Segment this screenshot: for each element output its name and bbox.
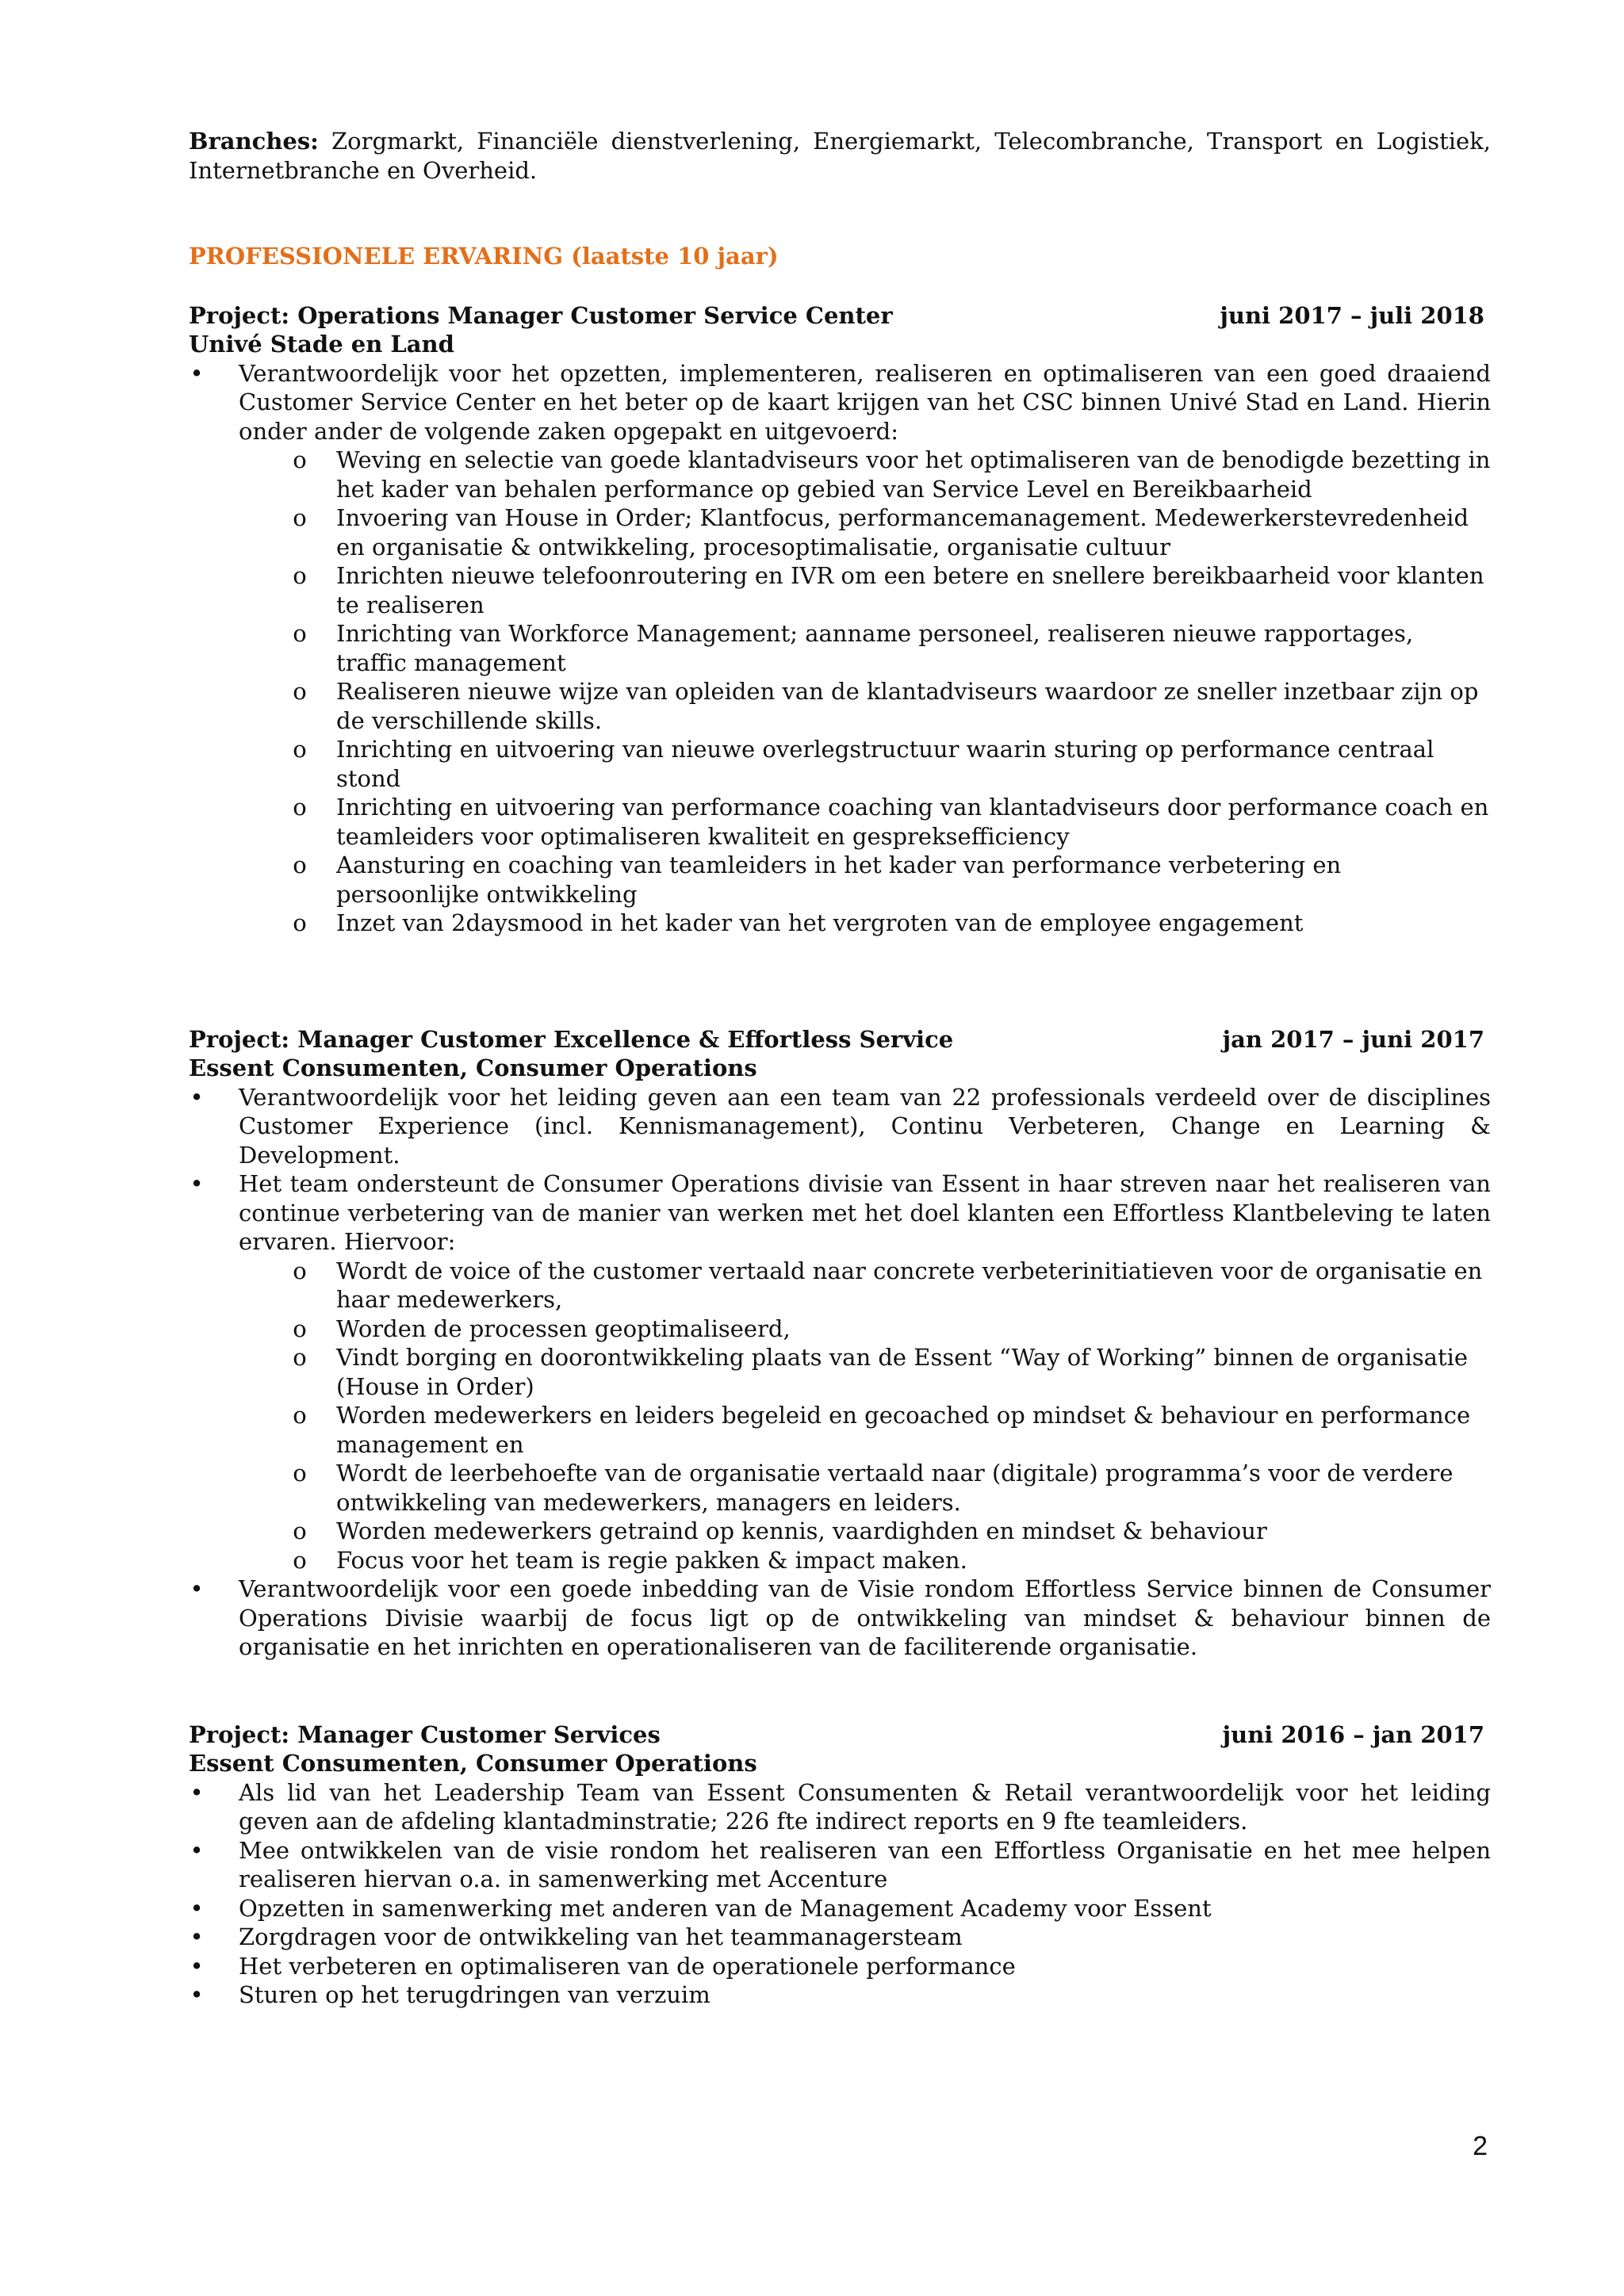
sub-item bbox=[239, 1517, 1491, 1546]
bullet-text: Verantwoordelijk voor het leiding geven aan een team van 22 professionals verdeeld over de disciplines Customer Experience (incl. Kennismanagement), Continu Verbeteren, Change en Learning & Development. bbox=[239, 1083, 1491, 1169]
bullet-item bbox=[189, 1923, 1491, 1952]
project-date: juni 2017 – juli 2018 bbox=[1220, 301, 1484, 329]
sub-item bbox=[239, 1257, 1491, 1314]
sub-item bbox=[239, 677, 1491, 735]
sub-item bbox=[239, 1459, 1491, 1517]
project-block bbox=[189, 1025, 1491, 1662]
bullet-icon: • bbox=[190, 1952, 204, 1980]
project-block bbox=[189, 1720, 1491, 2010]
circle-bullet-icon: o bbox=[293, 1517, 307, 1544]
bullet-list bbox=[189, 1778, 1491, 2010]
project-header bbox=[189, 1025, 1491, 1054]
bullet-item bbox=[189, 1575, 1491, 1662]
project-header bbox=[189, 301, 1491, 331]
branches-text: Zorgmarkt, Financiële dienstverlening, Energiemarkt, Telecombranche, Transport en Logistiek, Internetbranche en Overheid. bbox=[189, 128, 1491, 184]
bullet-text: Zorgdragen voor de ontwikkeling van het teammanagersteam bbox=[239, 1923, 963, 1950]
branches-paragraph bbox=[189, 127, 1491, 185]
sub-item-text: Worden medewerkers getraind op kennis, vaardighden en mindset & behaviour bbox=[336, 1517, 1267, 1544]
sub-item-text: Weving en selectie van goede klantadviseurs voor het optimaliseren van de benodigde bezetting in het kader van behalen performance op gebied van Service Level en Bereikbaarheid bbox=[336, 446, 1491, 503]
project-organisation: Essent Consumenten, Consumer Operations bbox=[189, 1750, 757, 1777]
bullet-item bbox=[189, 1980, 1491, 2010]
document-page bbox=[189, 127, 1491, 2010]
bullet-icon: • bbox=[190, 1981, 204, 2008]
bullet-icon: • bbox=[190, 1836, 204, 1864]
circle-bullet-icon: o bbox=[293, 736, 307, 763]
bullet-item bbox=[189, 1169, 1491, 1575]
bullet-item bbox=[189, 1836, 1491, 1894]
bullet-text: Het verbeteren en optimaliseren van de operationele performance bbox=[239, 1952, 1016, 1980]
project-title: Project: Operations Manager Customer Service Center bbox=[189, 301, 893, 329]
circle-bullet-icon: o bbox=[293, 504, 307, 531]
sub-item bbox=[239, 503, 1491, 561]
sub-item-text: Inzet van 2daysmood in het kader van het vergroten van de employee engagement bbox=[336, 909, 1304, 936]
bullet-text: Verantwoordelijk voor het opzetten, implementeren, realiseren en optimaliseren van een goed draaiend Customer Service Center en het beter op de kaart krijgen van het CSC binnen Univé Stad en Land. Hierin onder ander de volgende zaken opgepakt en uitgevoerd: bbox=[239, 359, 1491, 445]
sub-item-text: Wordt de leerbehoefte van de organisatie vertaald naar (digitale) programma’s voor de verdere ontwikkeling van medewerkers, managers en leiders. bbox=[336, 1460, 1454, 1516]
section-heading: PROFESSIONELE ERVARING (laatste 10 jaar) bbox=[189, 243, 779, 270]
bullet-item bbox=[189, 1778, 1491, 1836]
bullet-list bbox=[189, 1083, 1491, 1662]
bullet-icon: • bbox=[190, 1923, 204, 1950]
sub-item-text: Inrichten nieuwe telefoonroutering en IVR om een betere en snellere bereikbaarheid voor klanten te realiseren bbox=[336, 562, 1484, 618]
circle-bullet-icon: o bbox=[293, 1314, 307, 1342]
sub-item-text: Inrichting en uitvoering van nieuwe overlegstructuur waarin sturing op performance centraal stond bbox=[336, 736, 1434, 792]
bullet-text: Mee ontwikkelen van de visie rondom het realiseren van een Effortless Organisatie en het mee helpen realiseren hiervan o.a. in samenwerking met Accenture bbox=[239, 1836, 1491, 1892]
sub-item bbox=[239, 619, 1491, 677]
sub-item-text: Vindt borging en doorontwikkeling plaats van de Essent “Way of Working” binnen de organisatie (House in Order) bbox=[336, 1344, 1469, 1400]
bullet-text: Verantwoordelijk voor een goede inbedding van de Visie rondom Effortless Service binnen de Consumer Operations Divisie waarbij de focus ligt op de ontwikkeling van mindset & behaviour binnen de organisatie en het inrichten en operationaliseren van de faciliterende organisatie. bbox=[239, 1575, 1491, 1660]
bullet-text: Als lid van het Leadership Team van Essent Consumenten & Retail verantwoordelijk voor het leiding geven aan de afdeling klantadminstratie; 226 fte indirect reports en 9 fte teamleiders. bbox=[239, 1778, 1491, 1835]
circle-bullet-icon: o bbox=[293, 562, 307, 589]
sub-item-text: Wordt de voice of the customer vertaald naar concrete verbeterinitiatieven voor de organisatie en haar medewerkers, bbox=[336, 1257, 1483, 1313]
bullet-text: Opzetten in samenwerking met anderen van de Management Academy voor Essent bbox=[239, 1894, 1212, 1922]
circle-bullet-icon: o bbox=[293, 446, 307, 473]
project-header bbox=[189, 1720, 1491, 1750]
sub-list bbox=[239, 446, 1491, 938]
sub-item-text: Realiseren nieuwe wijze van opleiden van de klantadviseurs waardoor ze sneller inzetbaar zijn op de verschillende skills. bbox=[336, 678, 1479, 734]
circle-bullet-icon: o bbox=[293, 794, 307, 821]
sub-item bbox=[239, 446, 1491, 503]
project-title: Project: Manager Customer Services bbox=[189, 1720, 661, 1748]
bullet-icon: • bbox=[190, 1083, 204, 1111]
sub-item-text: Worden de processen geoptimaliseerd, bbox=[336, 1314, 791, 1342]
bullet-text: Sturen op het terugdringen van verzuim bbox=[239, 1981, 710, 2008]
sub-item-text: Inrichting en uitvoering van performance coaching van klantadviseurs door performance coach en teamleiders voor optimaliseren kwaliteit en gespreksefficiency bbox=[336, 794, 1489, 850]
bullet-icon: • bbox=[190, 1575, 204, 1602]
bullet-list bbox=[189, 359, 1491, 938]
bullet-icon: • bbox=[190, 1170, 204, 1197]
bullet-icon: • bbox=[190, 359, 204, 387]
sub-item bbox=[239, 1401, 1491, 1459]
project-date: juni 2016 – jan 2017 bbox=[1222, 1720, 1484, 1748]
circle-bullet-icon: o bbox=[293, 1344, 307, 1371]
bullet-icon: • bbox=[190, 1894, 204, 1922]
circle-bullet-icon: o bbox=[293, 1402, 307, 1429]
sub-item bbox=[239, 851, 1491, 909]
project-block bbox=[189, 301, 1491, 938]
project-title: Project: Manager Customer Excellence & Effortless Service bbox=[189, 1025, 954, 1053]
circle-bullet-icon: o bbox=[293, 1460, 307, 1487]
bullet-item bbox=[189, 359, 1491, 938]
sub-item-text: Worden medewerkers en leiders begeleid en gecoached op mindset & behaviour en performance management en bbox=[336, 1402, 1471, 1458]
circle-bullet-icon: o bbox=[293, 620, 307, 647]
page-number: 2 bbox=[1473, 2131, 1488, 2161]
sub-list bbox=[239, 1257, 1491, 1575]
bullet-icon: • bbox=[190, 1778, 204, 1806]
sub-item-text: Inrichting van Workforce Management; aanname personeel, realiseren nieuwe rapportages, traffic management bbox=[336, 620, 1414, 676]
sub-item bbox=[239, 561, 1491, 619]
bullet-item bbox=[189, 1952, 1491, 1981]
project-date: jan 2017 – juni 2017 bbox=[1222, 1025, 1484, 1053]
circle-bullet-icon: o bbox=[293, 678, 307, 705]
bullet-text: Het team ondersteunt de Consumer Operations divisie van Essent in haar streven naar het realiseren van continue verbetering van de manier van werken met het doel klanten een Effortless Klantbeleving te laten ervaren. Hiervoor: bbox=[239, 1170, 1491, 1255]
sub-item-text: Focus voor het team is regie pakken & impact maken. bbox=[336, 1546, 967, 1574]
bullet-item bbox=[189, 1894, 1491, 1923]
sub-item-text: Invoering van House in Order; Klantfocus, performancemanagement. Medewerkerstevredenheid en organisatie & ontwikkeling, procesoptimalisatie, organisatie cultuur bbox=[336, 504, 1469, 561]
sub-item-text: Aansturing en coaching van teamleiders in het kader van performance verbetering en persoonlijke ontwikkeling bbox=[336, 851, 1342, 908]
circle-bullet-icon: o bbox=[293, 1257, 307, 1284]
branches-label: Branches: bbox=[189, 128, 319, 155]
project-organisation: Essent Consumenten, Consumer Operations bbox=[189, 1054, 757, 1081]
bullet-item bbox=[189, 1083, 1491, 1170]
sub-item bbox=[239, 1546, 1491, 1575]
circle-bullet-icon: o bbox=[293, 851, 307, 878]
sub-item bbox=[239, 1343, 1491, 1401]
sub-item bbox=[239, 735, 1491, 793]
sub-item bbox=[239, 793, 1491, 851]
sub-item bbox=[239, 909, 1491, 938]
circle-bullet-icon: o bbox=[293, 1546, 307, 1574]
sub-item bbox=[239, 1314, 1491, 1344]
circle-bullet-icon: o bbox=[293, 909, 307, 936]
project-organisation: Univé Stade en Land bbox=[189, 331, 454, 358]
